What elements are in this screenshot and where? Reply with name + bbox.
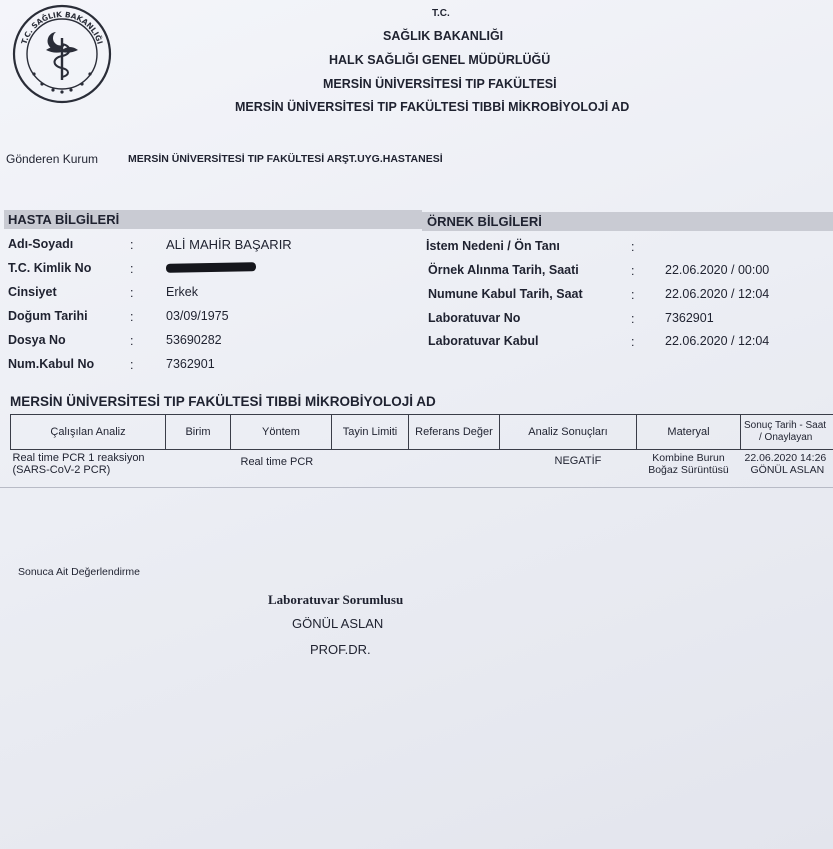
signature-degree: PROF.DR.	[310, 642, 371, 657]
results-table	[10, 414, 833, 478]
table-divider	[0, 487, 833, 488]
cell-material	[637, 450, 741, 479]
signature-name: GÖNÜL ASLAN	[292, 616, 384, 631]
sample-reason-colon: :	[631, 240, 635, 254]
col-date-line1: Sonuç Tarih - Saat	[744, 420, 827, 431]
sample-received-colon: :	[631, 288, 635, 302]
patient-birthdate-value: 03/09/1975	[166, 309, 229, 323]
logo-text: T.C. SAĞLIK BAKANLIĞI	[19, 9, 105, 46]
lab-no-colon: :	[631, 312, 635, 326]
patient-acceptance-colon: :	[130, 358, 134, 372]
col-date	[741, 415, 833, 450]
sample-received-value: 22.06.2020 / 12:04	[665, 287, 770, 301]
patient-file-colon: :	[130, 334, 134, 348]
col-date-line2: / Onaylayan	[759, 432, 813, 443]
results-title: MERSİN ÜNİVERSİTESİ TIP FAKÜLTESİ TIBBİ MİKROBİYOLOJİ AD	[10, 394, 436, 409]
cell-result: NEGATİF	[554, 455, 602, 467]
analysis-line2: (SARS-CoV-2 PCR)	[12, 464, 111, 476]
lab-acceptance-label: Laboratuvar Kabul	[428, 334, 539, 348]
signature-title: Laboratuvar Sorumlusu	[268, 592, 404, 607]
sender-value: MERSİN ÜNİVERSİTESİ TIP FAKÜLTESİ ARŞT.UYG.HASTANESİ	[128, 153, 443, 165]
col-unit: Birim	[166, 415, 231, 450]
table-row	[11, 450, 833, 479]
patient-info-title: HASTA BİLGİLERİ	[8, 212, 120, 227]
sample-info-title: ÖRNEK BİLGİLERİ	[427, 214, 542, 229]
col-limit: Tayin Limiti	[332, 415, 409, 450]
header-top-line: T.C.	[432, 8, 450, 19]
header-directorate: HALK SAĞLIĞI GENEL MÜDÜRLÜĞÜ	[329, 53, 551, 67]
sample-taken-label: Örnek Alınma Tarih, Saati	[428, 263, 579, 277]
col-result: Analiz Sonuçları	[500, 415, 637, 450]
header-ministry: SAĞLIK BAKANLIĞI	[383, 29, 504, 43]
col-method: Yöntem	[231, 415, 332, 450]
patient-acceptance-label: Num.Kabul No	[8, 357, 95, 371]
lab-no-label: Laboratuvar No	[428, 311, 521, 325]
patient-name-label: Adı-Soyadı	[8, 237, 74, 251]
patient-id-label: T.C. Kimlik No	[8, 261, 92, 275]
patient-gender-label: Cinsiyet	[8, 285, 57, 299]
cell-analysis	[11, 450, 166, 479]
cell-unit	[166, 450, 231, 479]
patient-info-header	[4, 210, 422, 229]
header-department: MERSİN ÜNİVERSİTESİ TIP FAKÜLTESİ TIBBİ MİKROBİYOLOJİ AD	[235, 100, 630, 114]
patient-birthdate-label: Doğum Tarihi	[8, 309, 88, 323]
cell-date	[741, 450, 833, 479]
sample-taken-colon: :	[631, 264, 635, 278]
header-faculty: MERSİN ÜNİVERSİTESİ TIP FAKÜLTESİ	[323, 77, 557, 91]
material-line2: Boğaz Sürüntüsü	[648, 464, 729, 476]
patient-name-colon: :	[130, 238, 134, 252]
col-reference: Referans Değer	[409, 415, 500, 450]
cell-method: Real time PCR	[240, 456, 314, 468]
evaluation-label: Sonuca Ait Değerlendirme	[18, 566, 140, 578]
patient-file-value: 53690282	[166, 333, 222, 347]
results-header-row	[11, 415, 833, 450]
sender-label: Gönderen Kurum	[6, 152, 99, 166]
lab-acceptance-value: 22.06.2020 / 12:04	[665, 334, 770, 348]
sample-taken-value: 22.06.2020 / 00:00	[665, 263, 770, 277]
material-line1: Kombine Burun	[652, 452, 725, 464]
patient-gender-value: Erkek	[166, 285, 198, 299]
lab-no-value: 7362901	[665, 311, 714, 325]
patient-id-colon: :	[130, 262, 134, 276]
result-date: 22.06.2020 14:26	[744, 452, 827, 464]
sample-info-header	[422, 212, 833, 231]
patient-name-value: ALİ MAHİR BAŞARIR	[166, 237, 292, 252]
analysis-line1: Real time PCR 1 reaksiyon	[12, 452, 145, 464]
cell-reference	[409, 450, 500, 479]
cell-limit	[332, 450, 409, 479]
sample-received-label: Numune Kabul Tarih, Saat	[428, 287, 583, 301]
patient-acceptance-value: 7362901	[166, 357, 215, 371]
sample-reason-label: İstem Nedeni / Ön Tanı	[426, 239, 560, 253]
patient-gender-colon: :	[130, 286, 134, 300]
col-material: Materyal	[637, 415, 741, 450]
result-approver: GÖNÜL ASLAN	[750, 464, 825, 476]
patient-file-label: Dosya No	[8, 333, 66, 347]
patient-birthdate-colon: :	[130, 310, 134, 324]
redacted-id-bar	[166, 262, 256, 273]
col-analysis: Çalışılan Analiz	[11, 415, 166, 450]
lab-acceptance-colon: :	[631, 335, 635, 349]
